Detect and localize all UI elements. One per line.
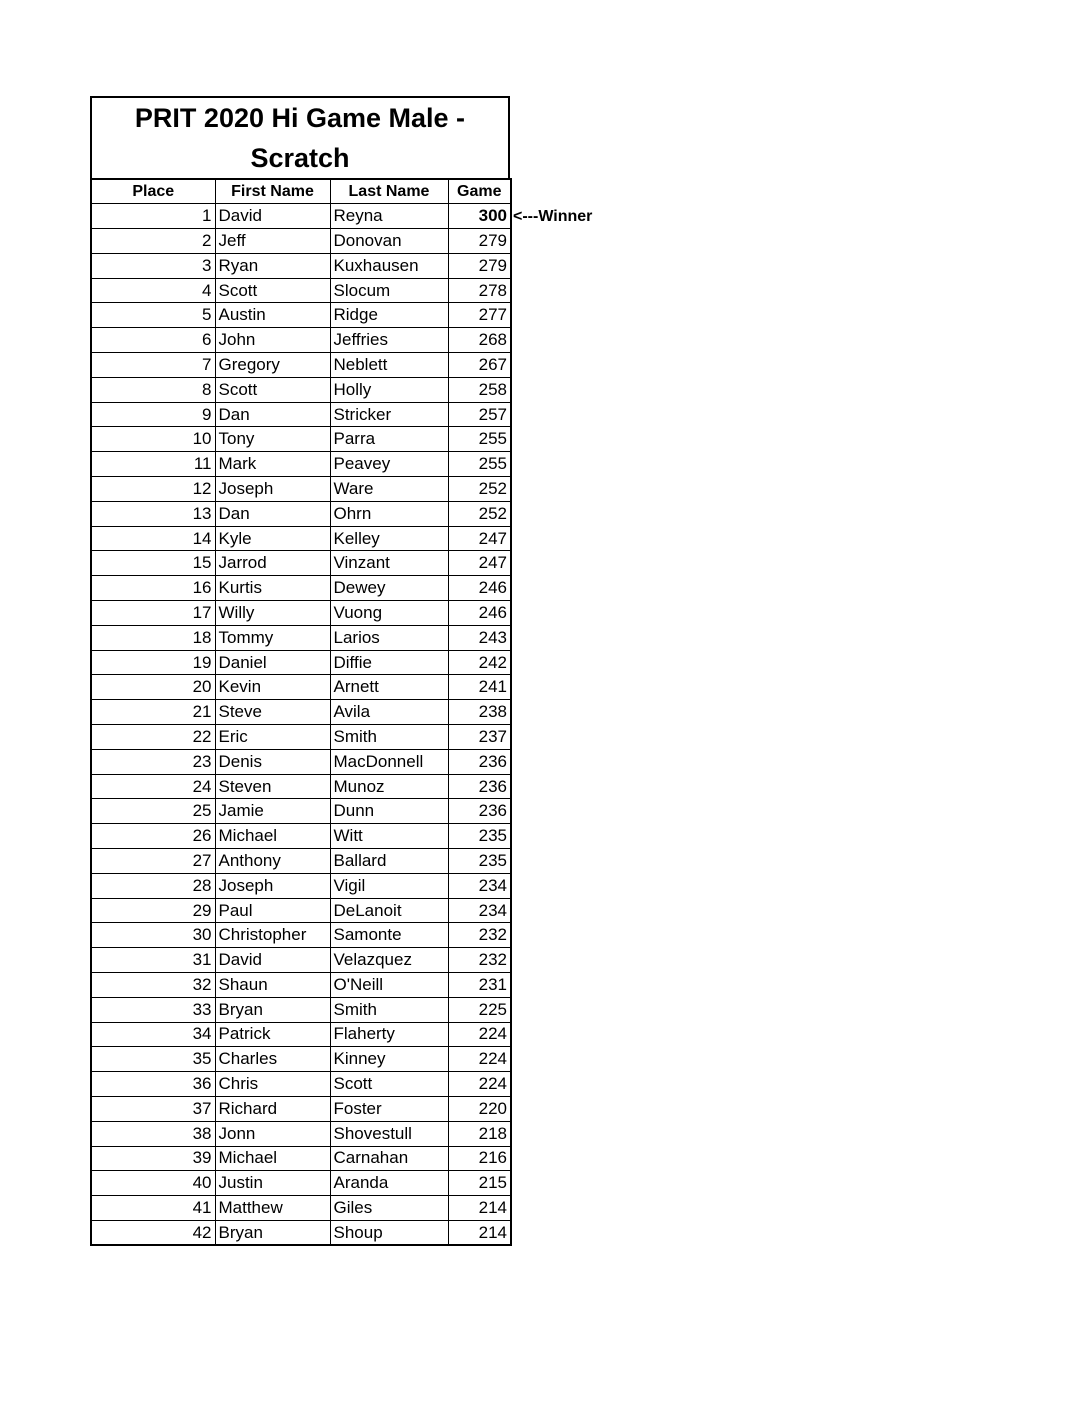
table-row [91, 551, 511, 576]
first-name-cell: Ryan [215, 253, 330, 278]
first-name-cell: Willy [215, 601, 330, 626]
place-cell: 31 [91, 948, 215, 973]
place-cell: 33 [91, 997, 215, 1022]
first-name-cell: Dan [215, 501, 330, 526]
last-name-cell: Vinzant [330, 551, 448, 576]
table-row [91, 849, 511, 874]
table-row [91, 278, 511, 303]
table-row [91, 923, 511, 948]
place-cell: 12 [91, 477, 215, 502]
last-name-cell: Munoz [330, 774, 448, 799]
game-cell: 300 [448, 204, 511, 229]
table-row [91, 1196, 511, 1221]
last-name-cell: Peavey [330, 452, 448, 477]
place-cell: 28 [91, 873, 215, 898]
first-name-cell: Steve [215, 700, 330, 725]
last-name-cell: Foster [330, 1096, 448, 1121]
game-cell: 252 [448, 477, 511, 502]
place-cell: 9 [91, 402, 215, 427]
game-cell: 232 [448, 948, 511, 973]
last-name-cell: Flaherty [330, 1022, 448, 1047]
last-name-cell: O'Neill [330, 973, 448, 998]
game-cell: 279 [448, 253, 511, 278]
table-row [91, 898, 511, 923]
first-name-cell: David [215, 948, 330, 973]
first-name-cell: John [215, 328, 330, 353]
place-cell: 3 [91, 253, 215, 278]
game-cell: 234 [448, 898, 511, 923]
last-name-cell: Carnahan [330, 1146, 448, 1171]
place-cell: 21 [91, 700, 215, 725]
first-name-cell: Anthony [215, 849, 330, 874]
place-cell: 18 [91, 625, 215, 650]
table-row [91, 873, 511, 898]
last-name-cell: Jeffries [330, 328, 448, 353]
table-row [91, 700, 511, 725]
last-name-cell: Ballard [330, 849, 448, 874]
first-name-cell: Joseph [215, 477, 330, 502]
last-name-cell: Witt [330, 824, 448, 849]
first-name-cell: Jonn [215, 1121, 330, 1146]
last-name-cell: MacDonnell [330, 749, 448, 774]
header-place: Place [91, 179, 215, 204]
last-name-cell: Kuxhausen [330, 253, 448, 278]
game-cell: 238 [448, 700, 511, 725]
game-cell: 236 [448, 749, 511, 774]
first-name-cell: Scott [215, 377, 330, 402]
place-cell: 19 [91, 650, 215, 675]
first-name-cell: Jarrod [215, 551, 330, 576]
game-cell: 214 [448, 1220, 511, 1245]
table-row [91, 997, 511, 1022]
first-name-cell: Richard [215, 1096, 330, 1121]
first-name-cell: Kyle [215, 526, 330, 551]
game-cell: 267 [448, 353, 511, 378]
first-name-cell: Kurtis [215, 576, 330, 601]
table-row [91, 1121, 511, 1146]
last-name-cell: Reyna [330, 204, 448, 229]
last-name-cell: Parra [330, 427, 448, 452]
first-name-cell: Scott [215, 278, 330, 303]
table-row [91, 328, 511, 353]
place-cell: 13 [91, 501, 215, 526]
table-row [91, 402, 511, 427]
table-row [91, 948, 511, 973]
last-name-cell: Kelley [330, 526, 448, 551]
first-name-cell: Austin [215, 303, 330, 328]
game-cell: 215 [448, 1171, 511, 1196]
place-cell: 41 [91, 1196, 215, 1221]
last-name-cell: Diffie [330, 650, 448, 675]
table-row [91, 204, 511, 229]
first-name-cell: Bryan [215, 997, 330, 1022]
last-name-cell: Holly [330, 377, 448, 402]
game-cell: 278 [448, 278, 511, 303]
place-cell: 17 [91, 601, 215, 626]
place-cell: 39 [91, 1146, 215, 1171]
last-name-cell: Ridge [330, 303, 448, 328]
place-cell: 15 [91, 551, 215, 576]
game-cell: 225 [448, 997, 511, 1022]
game-cell: 268 [448, 328, 511, 353]
first-name-cell: Denis [215, 749, 330, 774]
winner-annotation: <---Winner [513, 208, 593, 225]
table-row [91, 1022, 511, 1047]
header-game: Game [448, 179, 511, 204]
place-cell: 22 [91, 725, 215, 750]
header-last-name: Last Name [330, 179, 448, 204]
place-cell: 25 [91, 799, 215, 824]
table-row [91, 749, 511, 774]
last-name-cell: Shovestull [330, 1121, 448, 1146]
game-cell: 246 [448, 601, 511, 626]
table-row [91, 1146, 511, 1171]
table-row [91, 1171, 511, 1196]
game-cell: 224 [448, 1072, 511, 1097]
place-cell: 38 [91, 1121, 215, 1146]
first-name-cell: Dan [215, 402, 330, 427]
table-row [91, 675, 511, 700]
first-name-cell: Daniel [215, 650, 330, 675]
first-name-cell: Patrick [215, 1022, 330, 1047]
place-cell: 6 [91, 328, 215, 353]
first-name-cell: Steven [215, 774, 330, 799]
game-cell: 279 [448, 229, 511, 254]
last-name-cell: Vuong [330, 601, 448, 626]
place-cell: 34 [91, 1022, 215, 1047]
first-name-cell: Bryan [215, 1220, 330, 1245]
table-row [91, 1047, 511, 1072]
place-cell: 4 [91, 278, 215, 303]
table-row [91, 824, 511, 849]
place-cell: 10 [91, 427, 215, 452]
place-cell: 30 [91, 923, 215, 948]
game-cell: 252 [448, 501, 511, 526]
first-name-cell: Michael [215, 824, 330, 849]
first-name-cell: Christopher [215, 923, 330, 948]
place-cell: 26 [91, 824, 215, 849]
game-cell: 243 [448, 625, 511, 650]
first-name-cell: Tony [215, 427, 330, 452]
table-row [91, 452, 511, 477]
last-name-cell: DeLanoit [330, 898, 448, 923]
game-cell: 237 [448, 725, 511, 750]
game-cell: 247 [448, 551, 511, 576]
place-cell: 11 [91, 452, 215, 477]
first-name-cell: Jamie [215, 799, 330, 824]
first-name-cell: Matthew [215, 1196, 330, 1221]
table-row [91, 725, 511, 750]
table-row [91, 576, 511, 601]
game-cell: 224 [448, 1022, 511, 1047]
place-cell: 1 [91, 204, 215, 229]
table-row [91, 774, 511, 799]
last-name-cell: Dewey [330, 576, 448, 601]
results-table [90, 178, 512, 1246]
last-name-cell: Samonte [330, 923, 448, 948]
place-cell: 29 [91, 898, 215, 923]
table-row [91, 1220, 511, 1245]
game-cell: 236 [448, 774, 511, 799]
table-row [91, 799, 511, 824]
game-cell: 214 [448, 1196, 511, 1221]
last-name-cell: Slocum [330, 278, 448, 303]
game-cell: 258 [448, 377, 511, 402]
game-cell: 242 [448, 650, 511, 675]
first-name-cell: Gregory [215, 353, 330, 378]
last-name-cell: Dunn [330, 799, 448, 824]
game-cell: 220 [448, 1096, 511, 1121]
game-cell: 246 [448, 576, 511, 601]
game-cell: 236 [448, 799, 511, 824]
sheet-title: PRIT 2020 Hi Game Male - Scratch [90, 96, 510, 178]
last-name-cell: Shoup [330, 1220, 448, 1245]
header-row [91, 179, 511, 204]
game-cell: 231 [448, 973, 511, 998]
table-row [91, 477, 511, 502]
last-name-cell: Kinney [330, 1047, 448, 1072]
last-name-cell: Giles [330, 1196, 448, 1221]
header-first-name: First Name [215, 179, 330, 204]
last-name-cell: Aranda [330, 1171, 448, 1196]
last-name-cell: Scott [330, 1072, 448, 1097]
last-name-cell: Donovan [330, 229, 448, 254]
place-cell: 24 [91, 774, 215, 799]
place-cell: 7 [91, 353, 215, 378]
table-row [91, 427, 511, 452]
table-row [91, 303, 511, 328]
first-name-cell: Tommy [215, 625, 330, 650]
first-name-cell: Paul [215, 898, 330, 923]
game-cell: 224 [448, 1047, 511, 1072]
first-name-cell: Eric [215, 725, 330, 750]
place-cell: 23 [91, 749, 215, 774]
game-cell: 255 [448, 427, 511, 452]
last-name-cell: Larios [330, 625, 448, 650]
place-cell: 36 [91, 1072, 215, 1097]
place-cell: 37 [91, 1096, 215, 1121]
place-cell: 35 [91, 1047, 215, 1072]
last-name-cell: Ohrn [330, 501, 448, 526]
table-row [91, 1072, 511, 1097]
first-name-cell: Kevin [215, 675, 330, 700]
place-cell: 20 [91, 675, 215, 700]
first-name-cell: Joseph [215, 873, 330, 898]
first-name-cell: Michael [215, 1146, 330, 1171]
place-cell: 42 [91, 1220, 215, 1245]
table-row [91, 973, 511, 998]
first-name-cell: Shaun [215, 973, 330, 998]
place-cell: 8 [91, 377, 215, 402]
table-row [91, 650, 511, 675]
game-cell: 218 [448, 1121, 511, 1146]
game-cell: 232 [448, 923, 511, 948]
last-name-cell: Ware [330, 477, 448, 502]
first-name-cell: Chris [215, 1072, 330, 1097]
place-cell: 40 [91, 1171, 215, 1196]
first-name-cell: Charles [215, 1047, 330, 1072]
game-cell: 247 [448, 526, 511, 551]
table-row [91, 625, 511, 650]
place-cell: 32 [91, 973, 215, 998]
last-name-cell: Velazquez [330, 948, 448, 973]
place-cell: 14 [91, 526, 215, 551]
game-cell: 255 [448, 452, 511, 477]
table-row [91, 353, 511, 378]
first-name-cell: Justin [215, 1171, 330, 1196]
table-row [91, 601, 511, 626]
game-cell: 234 [448, 873, 511, 898]
last-name-cell: Stricker [330, 402, 448, 427]
last-name-cell: Smith [330, 725, 448, 750]
game-cell: 216 [448, 1146, 511, 1171]
first-name-cell: Mark [215, 452, 330, 477]
table-row [91, 501, 511, 526]
game-cell: 277 [448, 303, 511, 328]
game-cell: 235 [448, 849, 511, 874]
first-name-cell: Jeff [215, 229, 330, 254]
place-cell: 16 [91, 576, 215, 601]
last-name-cell: Arnett [330, 675, 448, 700]
game-cell: 235 [448, 824, 511, 849]
last-name-cell: Neblett [330, 353, 448, 378]
results-sheet [90, 96, 510, 1246]
game-cell: 241 [448, 675, 511, 700]
table-row [91, 229, 511, 254]
table-row [91, 1096, 511, 1121]
first-name-cell: David [215, 204, 330, 229]
table-row [91, 253, 511, 278]
table-row [91, 526, 511, 551]
place-cell: 27 [91, 849, 215, 874]
place-cell: 2 [91, 229, 215, 254]
table-row [91, 377, 511, 402]
game-cell: 257 [448, 402, 511, 427]
last-name-cell: Avila [330, 700, 448, 725]
last-name-cell: Vigil [330, 873, 448, 898]
place-cell: 5 [91, 303, 215, 328]
last-name-cell: Smith [330, 997, 448, 1022]
